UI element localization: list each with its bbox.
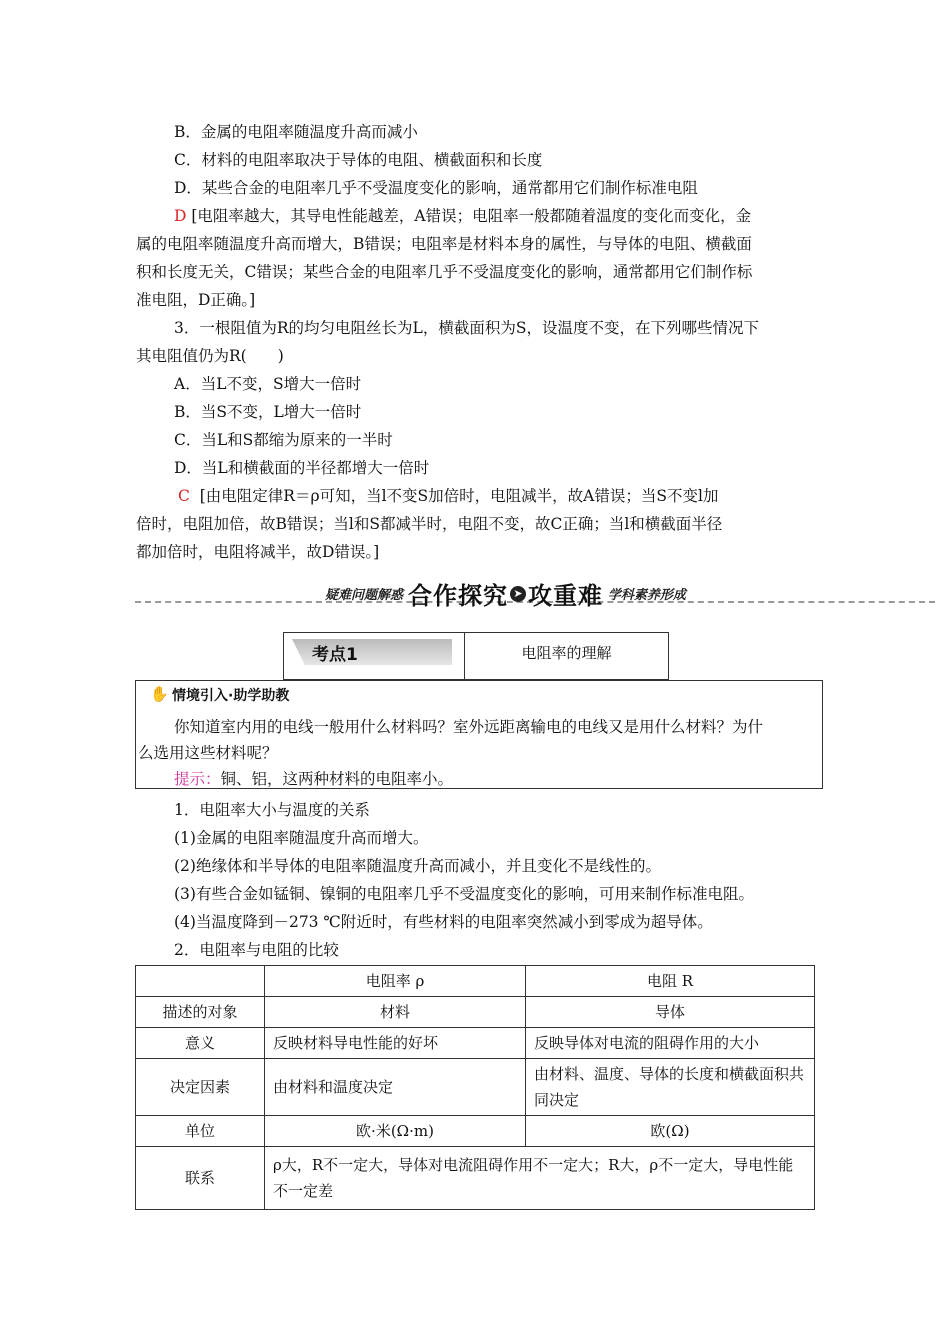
q3-option-b: B．当S不变，L增大一倍时: [174, 403, 362, 421]
context-hint: 提示：铜、铝，这两种材料的电阻率小。: [174, 770, 454, 788]
context-heading: 情境引入·助学助教: [172, 688, 290, 704]
hint-label: 提示：: [174, 770, 221, 788]
table-cell: 由材料、温度、导体的长度和横截面积共同决定: [526, 1059, 815, 1116]
table-cell: 欧·米(Ω·m): [265, 1116, 526, 1147]
q2-option-b: B．金属的电阻率随温度升高而减小: [174, 123, 418, 141]
q3-stem-line-1: 3．一根阻值为R的均匀电阻丝长为L，横截面积为S，设温度不变，在下列哪些情况下: [174, 319, 759, 337]
q2-answer-letter: D: [174, 207, 187, 225]
table-row-label: 描述的对象: [136, 997, 265, 1028]
context-question-line-2: 么选用这些材料呢？: [138, 744, 278, 762]
kaodian-label: 考点1: [312, 645, 358, 665]
section1-title: 1．电阻率大小与温度的关系: [174, 801, 370, 819]
table-row-label: 意义: [136, 1028, 265, 1059]
table-row: [136, 1147, 815, 1210]
table-cell: 反映材料导电性能的好坏: [265, 1028, 526, 1059]
q3-explanation-line-2: 倍时，电阻加倍，故B错误；当l和S都减半时，电阻不变，故C正确；当l和横截面半径: [136, 515, 723, 533]
q2-explanation-line-4: 准电阻，D正确。]: [136, 291, 256, 309]
table-header-r: 电阻 R: [526, 966, 815, 997]
table-cell: 反映导体对电流的阻碍作用的大小: [526, 1028, 815, 1059]
banner-left-text: 疑难问题解惑: [325, 588, 404, 603]
banner-title-part-1: 合作探究: [407, 582, 508, 610]
table-row-label: 联系: [136, 1147, 265, 1210]
q3-option-c: C．当L和S都缩为原来的一半时: [174, 431, 393, 449]
section1-item-3: (3)有些合金如锰铜、镍铜的电阻率几乎不受温度变化的影响，可用来制作标准电阻。: [174, 885, 754, 903]
q2-explanation-line-1: D [电阻率越大，其导电性能越差，A错误；电阻率一般都随着温度的变化而变化，金: [174, 207, 752, 225]
section1-item-1: (1)金属的电阻率随温度升高而增大。: [174, 829, 429, 847]
context-question-line-1: 你知道室内用的电线一般用什么材料吗？室外远距离输电的电线又是用什么材料？为什: [174, 718, 764, 736]
table-cell-empty: [136, 966, 265, 997]
handshake-icon: ✋: [150, 685, 169, 703]
table-row-label: 单位: [136, 1116, 265, 1147]
q3-option-a: A．当L不变，S增大一倍时: [174, 375, 362, 393]
table-row-label: 决定因素: [136, 1059, 265, 1116]
table-row: [136, 997, 815, 1028]
q3-explanation-line-3: 都加倍时，电阻将减半，故D错误。]: [136, 543, 380, 561]
section1-item-2: (2)绝缘体和半导体的电阻率随温度升高而减小，并且变化不是线性的。: [174, 857, 661, 875]
q2-option-d: D．某些合金的电阻率几乎不受温度变化的影响，通常都用它们制作标准电阻: [174, 179, 698, 197]
q3-explanation-line-1: C [由电阻定律R＝ρ可知，当l不变S加倍时，电阻减半，故A错误；当S不变l加: [178, 487, 719, 505]
table-row: [136, 1116, 815, 1147]
kaodian-header: [283, 632, 669, 680]
kaodian-topic: 电阻率的理解: [521, 643, 612, 662]
table-cell: 材料: [265, 997, 526, 1028]
table-cell: 导体: [526, 997, 815, 1028]
section2-title: 2．电阻率与电阻的比较: [174, 941, 339, 959]
table-cell: 由材料和温度决定: [265, 1059, 526, 1116]
q2-option-c: C．材料的电阻率取决于导体的电阻、横截面积和长度: [174, 151, 543, 169]
banner-title-part-2: 攻重难: [527, 582, 603, 610]
comparison-table: [135, 965, 815, 1210]
table-row: [136, 966, 815, 997]
table-row: [136, 1059, 815, 1116]
kaodian-tab: [284, 633, 465, 679]
q2-explanation-line-2: 属的电阻率随温度升高而增大，B错误；电阻率是材料本身的属性，与导体的电阻、横截面: [136, 235, 752, 253]
context-box: [135, 680, 823, 789]
table-row: [136, 1028, 815, 1059]
q3-answer-letter: C: [178, 487, 190, 505]
section-banner: [325, 576, 686, 610]
table-header-rho: 电阻率 ρ: [265, 966, 526, 997]
table-cell: 欧(Ω): [526, 1116, 815, 1147]
table-cell-merged: ρ大，R不一定大，导体对电流阻碍作用不一定大；R大，ρ不一定大，导电性能不一定差: [265, 1147, 815, 1210]
arrow-circle-icon: ➤: [510, 586, 526, 602]
section1-item-4: (4)当温度降到－273 ℃附近时，有些材料的电阻率突然减小到零成为超导体。: [174, 913, 713, 931]
q3-stem-line-2: 其电阻值仍为R( ): [136, 347, 284, 365]
q3-option-d: D．当L和横截面的半径都增大一倍时: [174, 459, 430, 477]
q2-explanation-line-3: 积和长度无关，C错误；某些合金的电阻率几乎不受温度变化的影响，通常都用它们制作标: [136, 263, 753, 281]
banner-right-text: 学科素养形成: [607, 588, 686, 603]
